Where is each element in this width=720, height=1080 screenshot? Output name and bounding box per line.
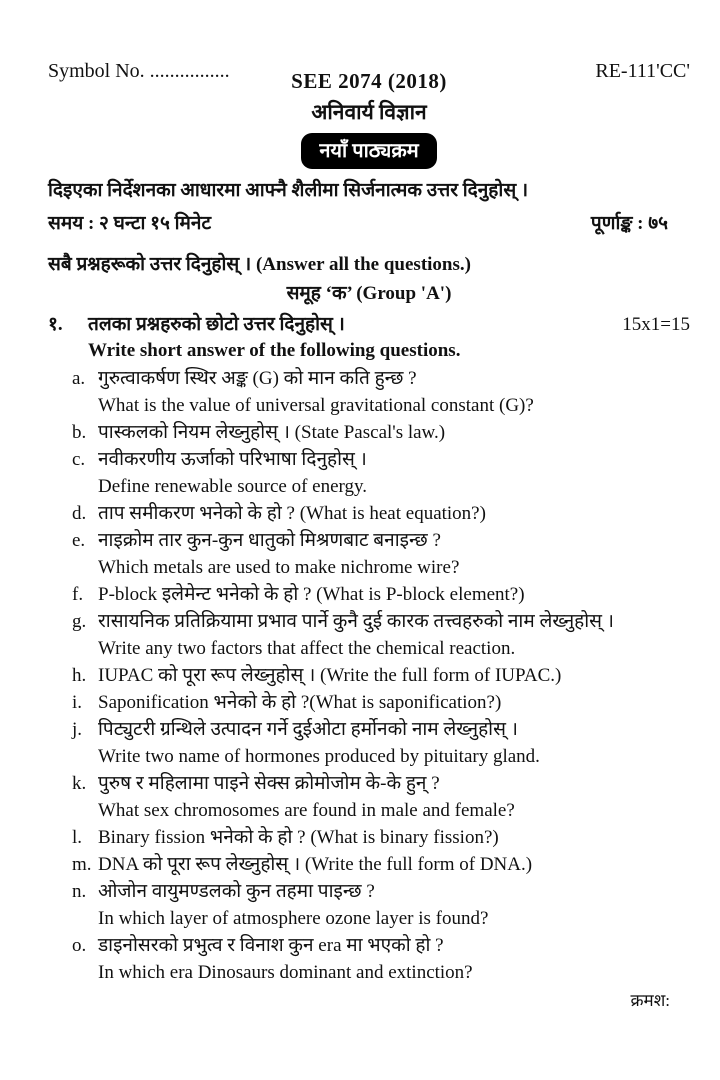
question-item-text-np: Binary fission भनेको के हो ? (What is binary fission?) bbox=[98, 827, 499, 848]
question-item bbox=[72, 662, 690, 689]
question-item bbox=[72, 608, 690, 662]
question-item bbox=[72, 716, 690, 770]
question-item bbox=[72, 446, 690, 500]
question-item bbox=[72, 689, 690, 716]
question-item bbox=[72, 419, 690, 446]
question-item-letter: j. bbox=[72, 719, 83, 740]
question-1-heading bbox=[48, 311, 690, 338]
question-item bbox=[72, 500, 690, 527]
question-item-text-np: नवीकरणीय ऊर्जाको परिभाषा दिनुहोस् । bbox=[98, 449, 367, 470]
question-item bbox=[72, 824, 690, 851]
question-item-text-en: What is the value of universal gravitational constant (G)? bbox=[98, 395, 534, 416]
header bbox=[48, 60, 690, 93]
question-1-number: १. bbox=[48, 314, 63, 335]
question-item-letter: c. bbox=[72, 449, 86, 470]
question-item-text-np: ताप समीकरण भनेको के हो ? (What is heat equation?) bbox=[98, 503, 486, 524]
question-item-letter: n. bbox=[72, 881, 87, 902]
question-item-text-np: IUPAC को पूरा रूप लेख्नुहोस् । (Write the full form of IUPAC.) bbox=[98, 665, 562, 686]
time-allowed: समय : २ घन्टा १५ मिनेट bbox=[48, 213, 212, 234]
question-item-letter: k. bbox=[72, 773, 87, 794]
question-item-text-en: Which metals are used to make nichrome wire? bbox=[98, 557, 460, 578]
creative-answer-instruction: दिइएका निर्देशनका आधारमा आफ्नै शैलीमा सिर्जनात्मक उत्तर दिनुहोस् । bbox=[48, 180, 529, 201]
question-item-text-np: ओजोन वायुमण्डलको कुन तहमा पाइन्छ ? bbox=[98, 881, 375, 902]
question-item-text-np: पिट्युटरी ग्रन्थिले उत्पादन गर्ने दुईओटा हर्मोनको नाम लेख्नुहोस् । bbox=[98, 719, 518, 740]
question-item-text-en: Write two name of hormones produced by pituitary gland. bbox=[98, 746, 540, 767]
question-item-letter: o. bbox=[72, 935, 87, 956]
symbol-no-label: Symbol No. ................ bbox=[48, 60, 230, 82]
question-item-letter: m. bbox=[72, 854, 92, 875]
question-item bbox=[72, 581, 690, 608]
question-item-letter: f. bbox=[72, 584, 84, 605]
question-1-title-en: Write short answer of the following questions. bbox=[88, 340, 461, 361]
question-item-text-np: नाइक्रोम तार कुन-कुन धातुको मिश्रणबाट बनाइन्छ ? bbox=[98, 530, 441, 551]
question-1-marks: 15x1=15 bbox=[622, 314, 690, 335]
question-item-letter: g. bbox=[72, 611, 87, 632]
question-item bbox=[72, 851, 690, 878]
question-item-text-en: Write any two factors that affect the chemical reaction. bbox=[98, 638, 516, 659]
subject-title: अनिवार्य विज्ञान bbox=[311, 100, 427, 124]
question-item-text-en: What sex chromosomes are found in male and female? bbox=[98, 800, 515, 821]
question-item-letter: l. bbox=[72, 827, 83, 848]
exam-title: SEE 2074 (2018) bbox=[291, 69, 447, 93]
question-list bbox=[48, 365, 690, 986]
continued-note: क्रमश: bbox=[630, 991, 670, 1010]
question-item-text-np: DNA को पूरा रूप लेख्नुहोस् । (Write the full form of DNA.) bbox=[98, 854, 533, 875]
question-item-text-en: Define renewable source of energy. bbox=[98, 476, 368, 497]
question-1-title-np: तलका प्रश्नहरुको छोटो उत्तर दिनुहोस् । bbox=[88, 314, 345, 335]
question-item-letter: i. bbox=[72, 692, 83, 713]
question-item bbox=[72, 932, 690, 986]
question-item-letter: h. bbox=[72, 665, 87, 686]
question-item-letter: b. bbox=[72, 422, 87, 443]
question-item-letter: e. bbox=[72, 530, 86, 551]
question-item bbox=[72, 770, 690, 824]
question-item-letter: d. bbox=[72, 503, 87, 524]
question-item-text-np: Saponification भनेको के हो ?(What is saponification?) bbox=[98, 692, 502, 713]
question-item-text-np: गुरुत्वाकर्षण स्थिर अङ्क (G) को मान कति हुन्छ ? bbox=[98, 368, 417, 389]
new-curriculum-badge: नयाँ पाठ्यक्रम bbox=[301, 133, 436, 169]
question-item bbox=[72, 527, 690, 581]
question-item-text-np: P-block इलेमेन्ट भनेको के हो ? (What is P-block element?) bbox=[98, 584, 525, 605]
answer-all-instruction: सबै प्रश्नहरूको उत्तर दिनुहोस् । (Answer all the questions.) bbox=[48, 254, 471, 275]
question-item-text-np: पास्कलको नियम लेख्नुहोस् । (State Pascal's law.) bbox=[98, 422, 446, 443]
question-item bbox=[72, 878, 690, 932]
full-marks: पूर्णाङ्क : ७५ bbox=[590, 213, 668, 234]
question-item-text-np: रासायनिक प्रतिक्रियामा प्रभाव पार्ने कुनै दुई कारक तत्त्वहरुको नाम लेख्नुहोस् । bbox=[98, 611, 614, 632]
paper-code: RE-111'CC' bbox=[595, 60, 690, 82]
question-item-text-en: In which layer of atmosphere ozone layer is found? bbox=[98, 908, 489, 929]
question-item bbox=[72, 365, 690, 419]
question-item-letter: a. bbox=[72, 368, 86, 389]
time-marks-row bbox=[48, 211, 690, 237]
question-item-text-np: पुरुष र महिलामा पाइने सेक्स क्रोमोजोम के-के हुन् ? bbox=[98, 773, 440, 794]
question-item-text-np: डाइनोसरको प्रभुत्व र विनाश कुन era मा भएको हो ? bbox=[98, 935, 444, 956]
question-item-text-en: In which era Dinosaurs dominant and extinction? bbox=[98, 962, 473, 983]
group-heading: समूह ‘क’ (Group 'A') bbox=[286, 283, 452, 304]
